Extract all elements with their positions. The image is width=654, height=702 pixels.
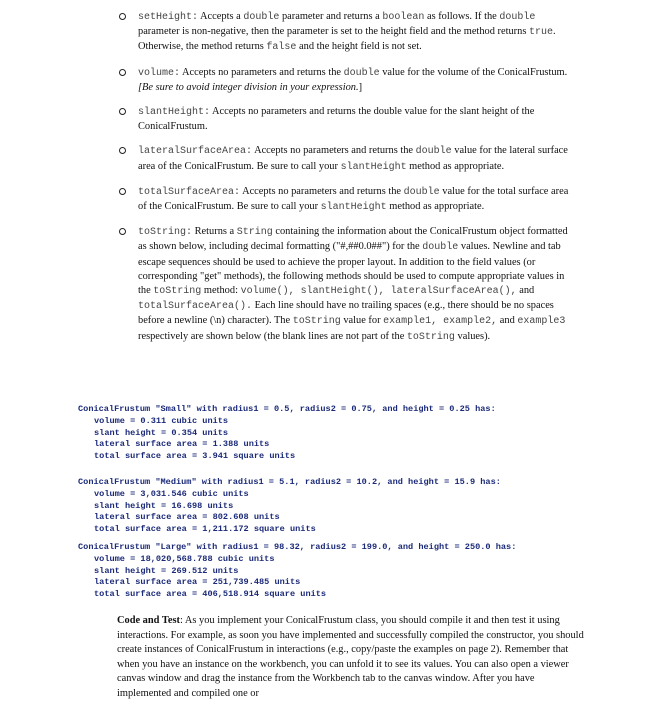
output-line: total surface area = 3.941 square units — [94, 451, 296, 462]
method-desc — [138, 11, 556, 52]
desc-fragment: double — [499, 12, 536, 23]
output-block-medium — [78, 477, 638, 536]
output-line: slant height = 0.354 units — [94, 427, 229, 438]
desc-fragment: method as appropriate. — [406, 160, 505, 172]
desc-fragment: volume(), slantHeight(), lateralSurfaceArea(), — [240, 286, 517, 298]
desc-fragment: Accepts a — [200, 11, 244, 22]
desc-fragment: totalSurfaceArea(). — [138, 301, 253, 313]
desc-fragment: . Otherwise, the method returns — [138, 26, 556, 53]
bullet-icon — [119, 147, 126, 154]
desc-fragment: Accepts no parameters and returns the — [182, 66, 344, 78]
desc-fragment: example1, example2, — [383, 316, 498, 328]
code-and-test-paragraph — [117, 614, 587, 702]
desc-fragment: Accepts no parameters and returns the double value for the slant height of the ConicalFrustum. — [138, 106, 535, 133]
desc-fragment: double — [422, 242, 459, 254]
output-line: volume = 18,020,568.788 cubic units — [94, 553, 275, 564]
desc-fragment: and — [497, 315, 518, 327]
output-line: lateral surface area = 802.608 units — [94, 512, 280, 523]
output-line: volume = 0.311 cubic units — [94, 415, 229, 426]
method-item-tostring — [138, 225, 578, 345]
bullet-icon — [119, 228, 126, 235]
output-line: slant height = 16.698 units — [94, 500, 234, 511]
method-item-lateralsurfacearea — [138, 144, 578, 174]
desc-fragment: method as appropriate. — [386, 201, 485, 213]
desc-fragment: toString — [406, 331, 455, 343]
desc-fragment: containing the information about the ConicalFrustum object formatted as shown below, including decimal formatting ("#,##0.0##") for the — [138, 226, 568, 253]
output-line: volume = 3,031.546 cubic units — [94, 488, 249, 499]
desc-fragment: value for the volume of the ConicalFrustum. — [379, 66, 568, 78]
method-desc — [138, 67, 567, 93]
desc-fragment: boolean — [382, 12, 425, 23]
desc-fragment: Accepts no parameters and returns the — [254, 145, 416, 157]
output-block-large — [78, 542, 638, 601]
output-line: lateral surface area = 251,739.485 units — [94, 577, 301, 588]
desc-fragment: Accepts no parameters and returns the — [242, 185, 404, 197]
bullet-icon — [119, 13, 126, 20]
code-and-test-label: Code and Test — [117, 615, 180, 626]
desc-fragment: values. Newline and tab escape sequences should be used to achieve the proper layout. In addition to the field values (or corresponding "get" methods), the following methods should be used to compute appropriate values in the — [138, 241, 565, 297]
method-name: lateralSurfaceArea: — [138, 146, 253, 158]
desc-fragment: value for — [340, 315, 384, 327]
code-and-test-text: : As you implement your ConicalFrustum class, you should compile it and then test it using interactions. For example, as soon you have implemented and successfully compiled the constructor, you should create instances of ConicalFrustum in interactions (e.g., copy/paste the examples on page 2). Remember that when you have an instance on the workbench, you can unfold it to see its values. You can also open a viewer canvas window and drag the instance from the Workbench tab to the canvas window. After you have implemented and compiled one or — [117, 615, 584, 699]
bullet-icon — [119, 69, 126, 76]
output-line: total surface area = 406,518.914 square units — [94, 589, 327, 600]
desc-fragment: and — [516, 285, 535, 297]
desc-fragment: ] — [358, 81, 363, 93]
method-name: toString: — [138, 227, 193, 239]
output-header: ConicalFrustum "Medium" with radius1 = 5.1, radius2 = 10.2, and height = 15.9 has: — [78, 477, 501, 487]
desc-fragment: [Be sure to avoid integer division in your expression. — [138, 81, 359, 93]
output-header: ConicalFrustum "Small" with radius1 = 0.5, radius2 = 0.75, and height = 0.25 has: — [78, 404, 496, 414]
method-name: setHeight: — [138, 12, 199, 23]
desc-fragment: double — [415, 146, 452, 158]
desc-fragment: method: — [201, 285, 241, 297]
desc-fragment: Returns a — [194, 226, 237, 238]
method-item-slantheight — [138, 105, 578, 134]
desc-fragment: values). — [454, 330, 491, 342]
method-list — [138, 10, 578, 355]
desc-fragment: Each line should have no trailing spaces (e.g., there should be no spaces before a newline (\n) character). The — [138, 300, 554, 327]
method-item-setheight — [138, 10, 578, 56]
desc-fragment: respectively are shown below (the blank lines are not part of the — [138, 330, 407, 342]
bullet-icon — [119, 188, 126, 195]
desc-fragment: parameter and returns a — [279, 11, 383, 22]
desc-fragment: toString — [153, 286, 202, 298]
output-line: lateral surface area = 1.388 units — [94, 439, 270, 450]
method-desc — [138, 226, 568, 341]
desc-fragment: example3 — [517, 316, 566, 328]
desc-fragment: value for the lateral surface area of the ConicalFrustum. Be sure to call your — [138, 145, 568, 172]
desc-fragment: double — [243, 12, 280, 23]
output-block-small — [78, 404, 638, 463]
desc-fragment: and the height field is not set. — [296, 41, 422, 53]
method-item-totalsurfacearea — [138, 185, 578, 215]
desc-fragment: double — [403, 186, 440, 198]
output-line: slant height = 269.512 units — [94, 565, 239, 576]
method-name: slantHeight: — [138, 107, 211, 119]
method-name: totalSurfaceArea: — [138, 186, 241, 198]
desc-fragment: as follows. If the — [424, 11, 500, 22]
method-item-volume — [138, 66, 578, 95]
desc-fragment: String — [236, 227, 273, 239]
method-name: volume: — [138, 67, 181, 79]
desc-fragment: parameter is non-negative, then the parameter is set to the height field and the method returns — [138, 26, 529, 38]
desc-fragment: toString — [292, 316, 341, 328]
desc-fragment: true — [528, 27, 553, 39]
desc-fragment: slantHeight — [320, 202, 387, 214]
output-line: total surface area = 1,211.172 square units — [94, 524, 316, 535]
desc-fragment: double — [343, 67, 380, 79]
desc-fragment: slantHeight — [340, 161, 407, 173]
desc-fragment: false — [266, 42, 297, 54]
output-header: ConicalFrustum "Large" with radius1 = 98.32, radius2 = 199.0, and height = 250.0 has: — [78, 542, 517, 552]
bullet-icon — [119, 108, 126, 115]
desc-fragment: value for the total surface area of the ConicalFrustum. Be sure to call your — [138, 185, 569, 213]
